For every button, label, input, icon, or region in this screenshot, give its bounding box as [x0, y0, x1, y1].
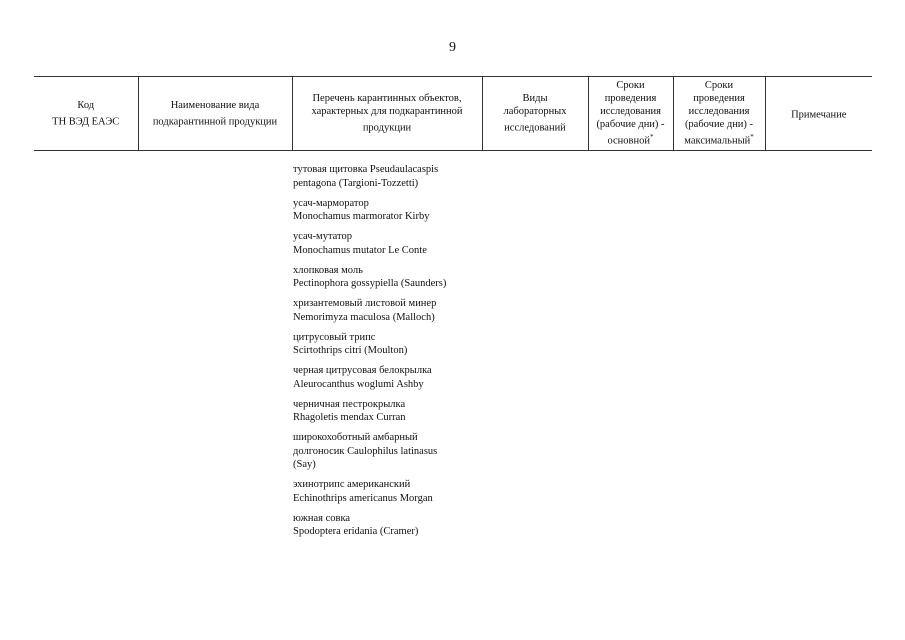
list-item	[293, 331, 483, 358]
header-row	[34, 77, 872, 151]
entry-line: широкохоботный амбарный	[293, 432, 418, 443]
entry-line: Monochamus marmorator Kirby	[293, 211, 430, 222]
entry-line: черная цитрусовая белокрылка	[293, 365, 432, 376]
entry-line: Echinothrips americanus Morgan	[293, 492, 433, 504]
entry-line: Aleurocanthus woglumi Ashby	[293, 378, 424, 390]
table-header	[34, 76, 872, 151]
entry-line: южная совка	[293, 512, 351, 524]
header-col-term-max: Сроки проведения исследования (рабочие дни) - максимальный*	[673, 77, 765, 151]
list-item	[293, 163, 483, 190]
header-col-note: Примечание	[765, 77, 872, 151]
list-item	[293, 264, 483, 291]
entry-line: усач-марморатор	[293, 197, 369, 209]
entry-line: хризантемовый листовой минер	[293, 298, 437, 309]
entry-line: Rhagoletis mendax Curran	[293, 412, 406, 423]
entry-line: усач-мутатор	[293, 231, 353, 242]
header-col-quarantine-objects: Перечень карантинных объектов, характерных для подкарантинной продукции	[292, 77, 482, 151]
entry-line: тутовая щитовка Pseudaulacaspis	[293, 164, 439, 175]
list-item	[293, 478, 483, 505]
entry-line: эхинотрипс американский	[293, 479, 411, 490]
list-item	[293, 431, 483, 472]
entry-line: долгоносик Caulophilus latinasus	[293, 445, 438, 457]
list-item	[293, 297, 483, 324]
entry-line: Monochamus mutator Le Conte	[293, 244, 427, 256]
entry-line: цитрусовый трипс	[293, 331, 376, 343]
list-item	[293, 512, 483, 539]
entry-line: черничная пестрокрылка	[293, 398, 406, 410]
entry-line: Scirtothrips citri (Moulton)	[293, 345, 408, 356]
list-item	[293, 364, 483, 391]
quarantine-objects-list	[293, 163, 483, 545]
list-item	[293, 230, 483, 257]
entry-line: Nemorimyza maculosa (Malloch)	[293, 311, 435, 323]
page-number: 9	[449, 40, 456, 55]
header-col-lab-research: Виды лабораторных исследований	[482, 77, 588, 151]
entry-line: pentagona (Targioni-Tozzetti)	[293, 177, 419, 189]
entry-line: (Say)	[293, 459, 316, 470]
header-col-code: Код ТН ВЭД ЕАЭС	[34, 77, 138, 151]
entry-line: Pectinophora gossypiella (Saunders)	[293, 278, 447, 289]
list-item	[293, 197, 483, 224]
entry-line: Spodoptera eridania (Cramer)	[293, 526, 419, 537]
entry-line: хлопковая моль	[293, 264, 363, 276]
header-col-product-name: Наименование вида подкарантинной продукции	[138, 77, 292, 151]
header-col-term-basic: Сроки проведения исследования (рабочие дни) - основной*	[588, 77, 673, 151]
list-item	[293, 398, 483, 425]
